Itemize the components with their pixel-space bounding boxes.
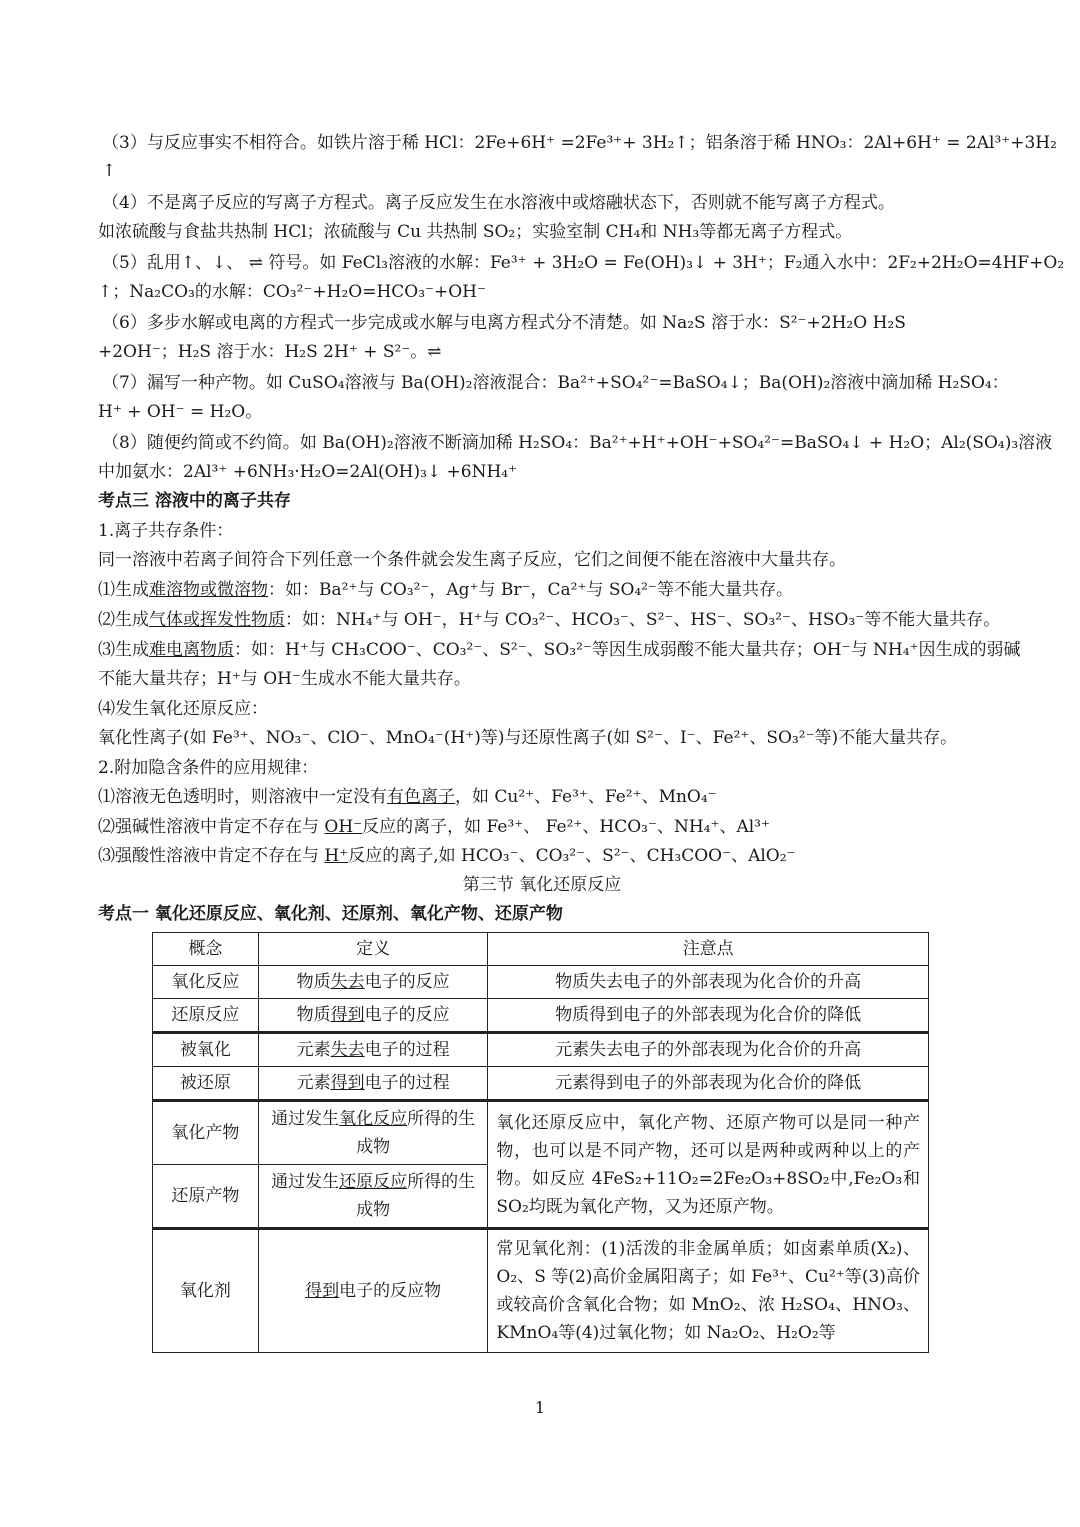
table-row [153, 1229, 929, 1353]
hidden-rule-3: ⑶强酸性溶液中肯定不存在与 H⁺反应的离子,如 HCO₃⁻、CO₃²⁻、S²⁻、CH₃COO⁻、AlO₂⁻ [98, 846, 796, 866]
text-line: （7）漏写一种产物。如 CuSO₄溶液与 Ba(OH)₂溶液混合：Ba²⁺+SO₄²⁻=BaSO₄↓；Ba(OH)₂溶液中滴加稀 H₂SO₄： [102, 373, 1009, 393]
text-line: （5）乱用↑、↓、 ⇌ 符号。如 FeCl₃溶液的水解：Fe³⁺ + 3H₂O = Fe(OH)₃↓ + 3H⁺；F₂通入水中：2F₂+2H₂O=4HF+O₂ [102, 253, 1065, 273]
table-row [153, 999, 929, 1033]
definition-cell: 元素得到电子的过程 [258, 1067, 488, 1101]
text-line: ↑；Na₂CO₃的水解：CO₃²⁻+H₂O=HCO₃⁻+OH⁻ [98, 282, 486, 302]
note-cell: 元素得到电子的外部表现为化合价的降低 [488, 1067, 929, 1101]
table-header: 注意点 [488, 933, 929, 966]
concept-cell: 氧化反应 [153, 966, 259, 999]
definition-cell: 得到电子的反应物 [258, 1229, 488, 1353]
section-heading: 考点一 氧化还原反应、氧化剂、还原剂、氧化产物、还原产物 [98, 904, 563, 924]
concept-cell: 氧化产物 [153, 1101, 259, 1165]
concept-cell: 被氧化 [153, 1033, 259, 1067]
note-cell: 物质失去电子的外部表现为化合价的升高 [488, 966, 929, 999]
note-cell: 常见氧化剂：(1)活泼的非金属单质；如卤素单质(X₂)、O₂、S 等(2)高价金属阳离子；如 Fe³⁺、Cu²⁺等(3)高价或较高价含氧化合物；如 MnO₂、浓 H₂SO₄、HNO₃、KMnO₄等(4)过氧化物；如 Na₂O₂、H₂O₂等 [488, 1229, 929, 1353]
text-line: 不能大量共存；H⁺与 OH⁻生成水不能大量共存。 [98, 669, 471, 689]
table-header: 定义 [258, 933, 488, 966]
table-header: 概念 [153, 933, 259, 966]
text-line: +2OH⁻；H₂S 溶于水：H₂S 2H⁺ + S²⁻。⇌ [98, 342, 442, 362]
concept-cell: 还原产物 [153, 1165, 259, 1229]
text-line: （3）与反应事实不相符合。如铁片溶于稀 HCl：2Fe+6H⁺ =2Fe³⁺+ 3H₂↑；铝条溶于稀 HNO₃：2Al+6H⁺ = 2Al³⁺+3H₂ [102, 133, 1057, 153]
text-line: 中加氨水：2Al³⁺ +6NH₃·H₂O=2Al(OH)₃↓ +6NH₄⁺ [98, 462, 518, 482]
section-title: 第三节 氧化还原反应 [462, 875, 622, 895]
text-line: 同一溶液中若离子间符合下列任意一个条件就会发生离子反应，它们之间便不能在溶液中大量共存。 [98, 550, 846, 570]
text-line: ↑ [102, 161, 117, 181]
concept-cell: 被还原 [153, 1067, 259, 1101]
definition-cell: 通过发生氧化反应所得的生成物 [258, 1101, 488, 1165]
subsection-title: 1.离子共存条件： [98, 521, 234, 541]
hidden-rule-2: ⑵强碱性溶液中肯定不存在与 OH⁻反应的离子，如 Fe³⁺、 Fe²⁺、HCO₃⁻、NH₄⁺、Al³⁺ [98, 817, 770, 837]
table-row [153, 966, 929, 999]
condition-1: ⑴生成难溶物或微溶物：如：Ba²⁺与 CO₃²⁻，Ag⁺与 Br⁻，Ca²⁺与 SO₄²⁻等不能大量共存。 [98, 580, 794, 600]
concept-cell: 还原反应 [153, 999, 259, 1033]
condition-3: ⑶生成难电离物质：如：H⁺与 CH₃COO⁻、CO₃²⁻、S²⁻、SO₃²⁻等因生成弱酸不能大量共存；OH⁻与 NH₄⁺因生成的弱碱 [98, 640, 1021, 660]
note-cell: 氧化还原反应中，氧化产物、还原产物可以是同一种产物，也可以是不同产物，还可以是两种或两种以上的产物。如反应 4FeS₂+11O₂=2Fe₂O₃+8SO₂中,Fe₂O₃和 SO₂均既为氧化产物，又为还原产物。 [488, 1101, 929, 1229]
definition-cell: 元素失去电子的过程 [258, 1033, 488, 1067]
text-line: 如浓硫酸与食盐共热制 HCl；浓硫酸与 Cu 共热制 SO₂；实验室制 CH₄和 NH₃等都无离子方程式。 [98, 222, 853, 242]
definition-cell: 物质失去电子的反应 [258, 966, 488, 999]
concept-cell: 氧化剂 [153, 1229, 259, 1353]
text-line: （8）随便约简或不约简。如 Ba(OH)₂溶液不断滴加稀 H₂SO₄：Ba²⁺+H⁺+OH⁻+SO₄²⁻=BaSO₄↓ + H₂O；Al₂(SO₄)₃溶液 [102, 433, 1053, 453]
text-line: （6）多步水解或电离的方程式一步完成或水解与电离方程式分不清楚。如 Na₂S 溶于水：S²⁻+2H₂O H₂S [102, 313, 906, 333]
text-line: （4）不是离子反应的写离子方程式。离子反应发生在水溶液中或熔融状态下，否则就不能写离子方程式。 [102, 193, 895, 213]
text-line: H⁺ + OH⁻ = H₂O。 [98, 402, 263, 422]
redox-concept-table [152, 932, 929, 1353]
table-header-row [153, 933, 929, 966]
table-row [153, 1101, 929, 1165]
definition-cell: 通过发生还原反应所得的生成物 [258, 1165, 488, 1229]
page-number: 1 [534, 1398, 546, 1417]
text-line: 氧化性离子(如 Fe³⁺、NO₃⁻、ClO⁻、MnO₄⁻(H⁺)等)与还原性离子(如 S²⁻、I⁻、Fe²⁺、SO₃²⁻等)不能大量共存。 [98, 728, 958, 748]
note-cell: 物质得到电子的外部表现为化合价的降低 [488, 999, 929, 1033]
note-cell: 元素失去电子的外部表现为化合价的升高 [488, 1033, 929, 1067]
table-row [153, 1067, 929, 1101]
condition-2: ⑵生成气体或挥发性物质：如：NH₄⁺与 OH⁻，H⁺与 CO₃²⁻、HCO₃⁻、S²⁻、HS⁻、SO₃²⁻、HSO₃⁻等不能大量共存。 [98, 610, 1001, 630]
table-row [153, 1033, 929, 1067]
subsection-title: 2.附加隐含条件的应用规律： [98, 758, 319, 778]
condition-4: ⑷发生氧化还原反应： [98, 699, 268, 719]
section-heading: 考点三 溶液中的离子共存 [98, 491, 291, 511]
hidden-rule-1: ⑴溶液无色透明时，则溶液中一定没有有色离子，如 Cu²⁺、Fe³⁺、Fe²⁺、MnO₄⁻ [98, 787, 717, 807]
definition-cell: 物质得到电子的反应 [258, 999, 488, 1033]
